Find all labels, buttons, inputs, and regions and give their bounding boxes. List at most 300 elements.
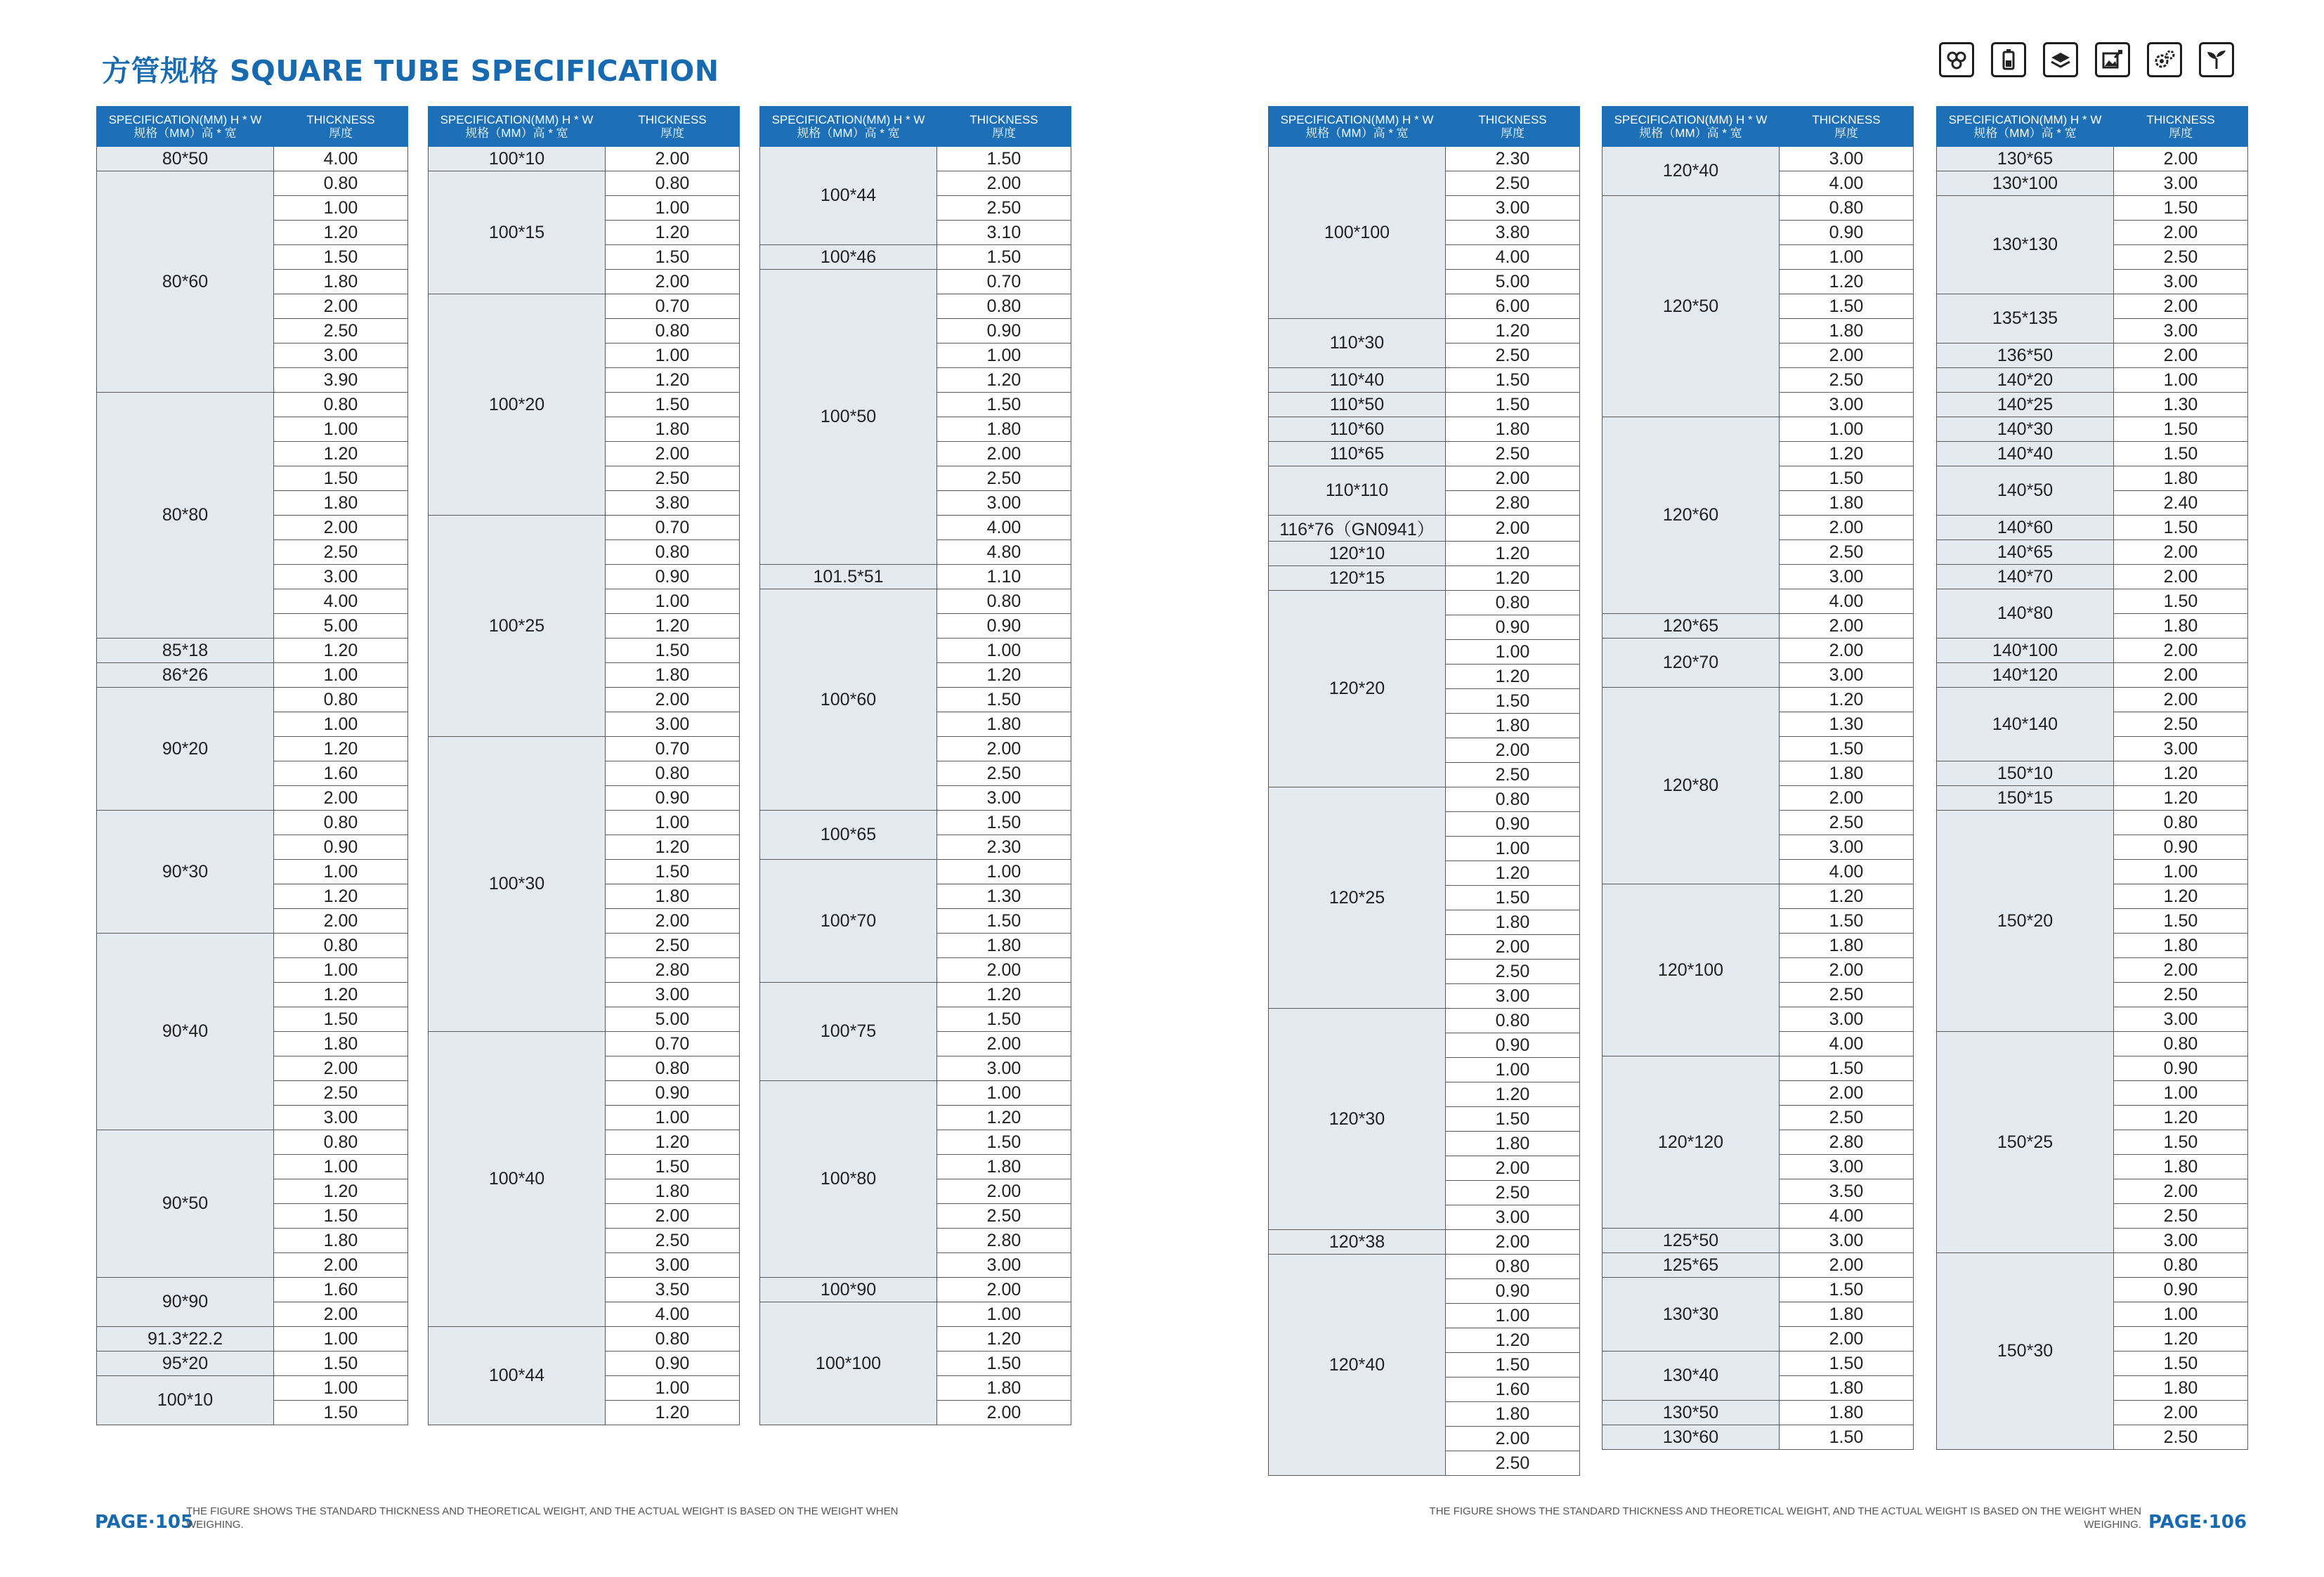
thickness-cell: 2.00: [2114, 663, 2248, 688]
table-row: [1937, 663, 2248, 688]
thickness-cell: 1.80: [937, 934, 1071, 958]
thickness-cell: 2.50: [1446, 442, 1580, 466]
table-row: [1937, 417, 2248, 442]
table-row: [1269, 1230, 1580, 1255]
thickness-cell: 4.00: [1780, 1204, 1914, 1229]
table-row: [429, 171, 740, 196]
table-row: [760, 589, 1071, 614]
table-row: [97, 393, 408, 417]
thickness-cell: 2.00: [2114, 1179, 2248, 1204]
thickness-cell: 0.80: [274, 1130, 408, 1155]
thickness-cell: 1.20: [2114, 1327, 2248, 1352]
thickness-cell: 2.50: [2114, 983, 2248, 1007]
spec-cell: 120*120: [1602, 1056, 1780, 1229]
thickness-cell: 1.00: [2114, 1302, 2248, 1327]
table-row: [1937, 171, 2248, 196]
table-row: [1269, 516, 1580, 542]
thickness-cell: 1.80: [2114, 1376, 2248, 1401]
spec-cell: 100*100: [1269, 147, 1446, 319]
thickness-cell: 2.50: [1446, 343, 1580, 368]
thickness-cell: 1.50: [606, 639, 740, 663]
thickness-cell: 0.80: [1446, 1255, 1580, 1279]
thickness-cell: 1.50: [606, 1155, 740, 1179]
spec-table: [1936, 106, 2248, 1450]
thickness-cell: 0.80: [606, 171, 740, 196]
thickness-cell: 1.80: [1446, 1132, 1580, 1156]
spec-cell: 91.3*22.2: [97, 1327, 274, 1352]
spec-cell: 120*25: [1269, 787, 1446, 1009]
thickness-cell: 1.20: [274, 983, 408, 1007]
table-row: [760, 811, 1071, 835]
thickness-cell: 2.50: [937, 196, 1071, 221]
thickness-cell: 0.90: [1446, 812, 1580, 837]
thickness-cell: 1.00: [274, 196, 408, 221]
thickness-cell: 1.80: [1780, 1401, 1914, 1425]
thickness-cell: 0.80: [2114, 811, 2248, 835]
spec-cell: 120*100: [1602, 884, 1780, 1056]
table-row: [1937, 565, 2248, 589]
thickness-cell: 2.00: [1780, 639, 1914, 663]
thickness-cell: 2.50: [1446, 763, 1580, 787]
thickness-cell: 0.70: [606, 294, 740, 319]
thickness-cell: 2.00: [274, 516, 408, 540]
table-row: [1602, 884, 1914, 909]
thickness-cell: 0.80: [2114, 1253, 2248, 1278]
thickness-cell: 2.00: [606, 688, 740, 712]
thickness-cell: 2.00: [1780, 614, 1914, 639]
spec-cell: 90*50: [97, 1130, 274, 1278]
thickness-cell: 2.00: [1780, 516, 1914, 540]
spec-cell: 120*70: [1602, 639, 1780, 688]
table-row: [1269, 442, 1580, 466]
thickness-cell: 1.80: [937, 417, 1071, 442]
spec-column-header: SPECIFICATION(MM) H * W 规格（MM）高 * 宽: [97, 107, 274, 147]
thickness-cell: 0.90: [1780, 221, 1914, 245]
thickness-cell: 1.00: [274, 1376, 408, 1401]
thickness-cell: 2.50: [1780, 983, 1914, 1007]
spec-cell: 120*50: [1602, 196, 1780, 417]
spec-cell: 140*65: [1937, 540, 2114, 565]
thickness-cell: 5.00: [1446, 270, 1580, 294]
thickness-cell: 1.00: [1780, 417, 1914, 442]
thickness-cell: 2.00: [937, 1401, 1071, 1425]
thickness-cell: 1.00: [937, 343, 1071, 368]
thickness-cell: 0.80: [274, 171, 408, 196]
thickness-cell: 0.90: [937, 614, 1071, 639]
thickness-cell: 3.00: [1780, 147, 1914, 171]
spec-cell: 116*76（GN0941）: [1269, 516, 1446, 542]
thickness-cell: 2.00: [274, 294, 408, 319]
thickness-cell: 1.80: [274, 491, 408, 516]
thickness-cell: 3.00: [1446, 984, 1580, 1009]
thickness-cell: 2.00: [1780, 1253, 1914, 1278]
spec-cell: 150*10: [1937, 761, 2114, 786]
table-row: [1602, 1401, 1914, 1425]
thickness-cell: 1.00: [274, 958, 408, 983]
thickness-cell: 0.90: [2114, 1056, 2248, 1081]
table-row: [429, 294, 740, 319]
table-row: [1602, 1056, 1914, 1081]
thickness-cell: 1.20: [606, 221, 740, 245]
spec-table: [96, 106, 408, 1425]
spec-cell: 80*80: [97, 393, 274, 639]
spec-cell: 140*140: [1937, 688, 2114, 761]
thickness-cell: 1.50: [2114, 909, 2248, 934]
table-row: [1269, 417, 1580, 442]
thickness-cell: 1.50: [937, 147, 1071, 171]
thickness-cell: 2.00: [606, 147, 740, 171]
spec-cell: 130*130: [1937, 196, 2114, 294]
spec-cell: 150*15: [1937, 786, 2114, 811]
thickness-column-header: THICKNESS 厚度: [606, 107, 740, 147]
thickness-cell: 2.00: [2114, 565, 2248, 589]
thickness-cell: 3.00: [937, 1056, 1071, 1081]
thickness-cell: 1.50: [274, 1007, 408, 1032]
thickness-cell: 2.00: [2114, 688, 2248, 712]
thickness-cell: 2.00: [1446, 516, 1580, 542]
thickness-cell: 1.00: [1446, 837, 1580, 861]
spec-cell: 120*38: [1269, 1230, 1446, 1255]
thickness-cell: 1.00: [1446, 1304, 1580, 1328]
footer-note-right: THE FIGURE SHOWS THE STANDARD THICKNESS AND THEORETICAL WEIGHT, AND THE ACTUAL WEIGHT IS BASED ON THE WEIGHT WHEN WEIGHING.: [1429, 1505, 2141, 1531]
thickness-cell: 1.50: [937, 688, 1071, 712]
thickness-cell: 4.00: [1446, 245, 1580, 270]
table-row: [97, 639, 408, 663]
thickness-cell: 1.50: [274, 1204, 408, 1229]
table-row: [760, 565, 1071, 589]
thickness-cell: 0.80: [2114, 1032, 2248, 1056]
plant-sprout-icon: [2199, 42, 2234, 77]
thickness-cell: 2.00: [2114, 294, 2248, 319]
thickness-cell: 2.80: [1780, 1130, 1914, 1155]
thickness-cell: 1.80: [937, 1155, 1071, 1179]
thickness-cell: 2.00: [1446, 1156, 1580, 1181]
table-row: [429, 147, 740, 171]
thickness-cell: 1.50: [2114, 442, 2248, 466]
spec-cell: 100*65: [760, 811, 937, 860]
thickness-cell: 1.50: [2114, 417, 2248, 442]
thickness-cell: 2.50: [606, 466, 740, 491]
thickness-cell: 1.20: [606, 1130, 740, 1155]
table-row: [1937, 393, 2248, 417]
spec-cell: 140*25: [1937, 393, 2114, 417]
gears-icon: [2147, 42, 2182, 77]
spec-cell: 85*18: [97, 639, 274, 663]
thickness-cell: 1.50: [2114, 1352, 2248, 1376]
thickness-cell: 2.00: [606, 442, 740, 466]
spec-cell: 120*15: [1269, 566, 1446, 591]
spec-cell: 140*70: [1937, 565, 2114, 589]
spec-cell: 120*40: [1269, 1255, 1446, 1476]
page-title: [102, 48, 719, 89]
thickness-cell: 1.20: [937, 663, 1071, 688]
thickness-cell: 1.80: [606, 1179, 740, 1204]
table-row: [1937, 761, 2248, 786]
thickness-cell: 1.00: [274, 712, 408, 737]
table-row: [1602, 1278, 1914, 1302]
thickness-cell: 3.00: [1780, 663, 1914, 688]
thickness-cell: 1.20: [274, 1179, 408, 1204]
spec-cell: 100*100: [760, 1302, 937, 1425]
spec-cell: 140*120: [1937, 663, 2114, 688]
thickness-cell: 2.50: [937, 761, 1071, 786]
footer-note-left: THE FIGURE SHOWS THE STANDARD THICKNESS AND THEORETICAL WEIGHT, AND THE ACTUAL WEIGHT IS BASED ON THE WEIGHT WHEN WEIGHING.: [186, 1505, 899, 1531]
thickness-cell: 1.80: [2114, 614, 2248, 639]
thickness-cell: 2.50: [2114, 1204, 2248, 1229]
thickness-cell: 1.50: [937, 1352, 1071, 1376]
table-row: [1937, 442, 2248, 466]
spec-cell: 140*30: [1937, 417, 2114, 442]
thickness-cell: 1.50: [937, 1007, 1071, 1032]
thickness-cell: 1.80: [1780, 934, 1914, 958]
thickness-cell: 3.90: [274, 368, 408, 393]
thickness-cell: 0.90: [2114, 835, 2248, 860]
thickness-cell: 1.20: [937, 368, 1071, 393]
spec-table: [428, 106, 740, 1425]
thickness-cell: 2.00: [1446, 466, 1580, 491]
thickness-cell: 0.80: [1446, 787, 1580, 812]
thickness-cell: 3.00: [2114, 270, 2248, 294]
spec-cell: 135*135: [1937, 294, 2114, 343]
thickness-cell: 1.20: [274, 737, 408, 761]
thickness-cell: 1.50: [274, 466, 408, 491]
spec-column-header: SPECIFICATION(MM) H * W 规格（MM）高 * 宽: [760, 107, 937, 147]
thickness-cell: 1.20: [1446, 566, 1580, 591]
spec-cell: 110*40: [1269, 368, 1446, 393]
thickness-cell: 1.80: [937, 712, 1071, 737]
thickness-cell: 3.80: [606, 491, 740, 516]
table-row: [1937, 294, 2248, 319]
table-row: [1602, 688, 1914, 712]
spec-cell: 100*20: [429, 294, 606, 516]
spec-cell: 150*25: [1937, 1032, 2114, 1253]
thickness-cell: 2.50: [606, 934, 740, 958]
table-row: [429, 516, 740, 540]
thickness-cell: 1.20: [606, 368, 740, 393]
thickness-cell: 2.00: [1780, 343, 1914, 368]
thickness-cell: 1.50: [1780, 909, 1914, 934]
table-row: [1937, 811, 2248, 835]
spec-cell: 140*50: [1937, 466, 2114, 516]
thickness-cell: 2.80: [606, 958, 740, 983]
thickness-cell: 3.00: [1780, 1229, 1914, 1253]
thickness-cell: 0.90: [1446, 1279, 1580, 1304]
thickness-cell: 0.80: [1446, 591, 1580, 615]
thickness-cell: 2.00: [1446, 935, 1580, 960]
spec-cell: 120*30: [1269, 1009, 1446, 1230]
thickness-cell: 0.80: [274, 934, 408, 958]
spec-cell: 120*10: [1269, 542, 1446, 566]
thickness-cell: 0.70: [606, 516, 740, 540]
thickness-cell: 1.20: [1446, 1082, 1580, 1107]
spec-cell: 140*20: [1937, 368, 2114, 393]
spec-cell: 140*80: [1937, 589, 2114, 639]
spec-cell: 130*60: [1602, 1425, 1780, 1450]
table-row: [97, 171, 408, 196]
table-row: [97, 1278, 408, 1302]
thickness-cell: 1.80: [1780, 319, 1914, 343]
thickness-cell: 1.80: [1780, 1302, 1914, 1327]
thickness-cell: 5.00: [606, 1007, 740, 1032]
thickness-cell: 6.00: [1446, 294, 1580, 319]
spec-cell: 120*40: [1602, 147, 1780, 196]
table-row: [1937, 639, 2248, 663]
thickness-cell: 2.00: [1780, 1327, 1914, 1352]
thickness-cell: 1.20: [1780, 884, 1914, 909]
spec-column-header: SPECIFICATION(MM) H * W 规格（MM）高 * 宽: [1937, 107, 2114, 147]
table-row: [1937, 589, 2248, 614]
thickness-cell: 2.00: [2114, 639, 2248, 663]
table-row: [1937, 147, 2248, 171]
table-row: [1937, 368, 2248, 393]
battery-icon: [1991, 42, 2026, 77]
thickness-cell: 3.00: [606, 1253, 740, 1278]
thickness-cell: 3.50: [606, 1278, 740, 1302]
thickness-column-header: THICKNESS 厚度: [1446, 107, 1580, 147]
thickness-cell: 4.00: [1780, 171, 1914, 196]
thickness-cell: 1.60: [1446, 1378, 1580, 1402]
thickness-cell: 1.50: [2114, 1130, 2248, 1155]
thickness-cell: 3.00: [1446, 1205, 1580, 1230]
thickness-cell: 2.00: [274, 1302, 408, 1327]
table-row: [760, 1081, 1071, 1106]
spec-cell: 150*30: [1937, 1253, 2114, 1450]
spec-cell: 120*60: [1602, 417, 1780, 614]
thickness-cell: 2.50: [1780, 368, 1914, 393]
spec-table: [1602, 106, 1914, 1450]
thickness-cell: 2.50: [1780, 540, 1914, 565]
thickness-cell: 1.10: [937, 565, 1071, 589]
thickness-cell: 1.20: [1780, 270, 1914, 294]
thickness-cell: 3.00: [274, 565, 408, 589]
thickness-cell: 1.60: [274, 1278, 408, 1302]
thickness-cell: 0.90: [1446, 615, 1580, 640]
photo-editing-icon: [2095, 42, 2130, 77]
thickness-cell: 3.10: [937, 221, 1071, 245]
spec-cell: 120*65: [1602, 614, 1780, 639]
table-row: [1937, 540, 2248, 565]
thickness-cell: 2.00: [606, 270, 740, 294]
spec-column-header: SPECIFICATION(MM) H * W 规格（MM）高 * 宽: [1269, 107, 1446, 147]
thickness-cell: 2.50: [1446, 1181, 1580, 1205]
thickness-cell: 2.00: [274, 1253, 408, 1278]
thickness-cell: 2.50: [2114, 245, 2248, 270]
thickness-cell: 5.00: [274, 614, 408, 639]
thickness-cell: 0.70: [606, 737, 740, 761]
thickness-cell: 2.00: [1780, 1081, 1914, 1106]
thickness-cell: 1.50: [1780, 1278, 1914, 1302]
table-row: [97, 1130, 408, 1155]
thickness-cell: 2.50: [937, 1204, 1071, 1229]
thickness-cell: 3.50: [1780, 1179, 1914, 1204]
spec-cell: 100*40: [429, 1032, 606, 1327]
table-row: [97, 811, 408, 835]
thickness-cell: 0.80: [606, 1327, 740, 1352]
thickness-cell: 2.00: [1446, 1427, 1580, 1451]
thickness-cell: 1.20: [606, 1401, 740, 1425]
thickness-cell: 2.00: [1446, 738, 1580, 763]
thickness-cell: 1.20: [2114, 884, 2248, 909]
thickness-cell: 2.00: [274, 786, 408, 811]
thickness-cell: 1.20: [1780, 688, 1914, 712]
spec-cell: 110*60: [1269, 417, 1446, 442]
thickness-cell: 1.20: [937, 983, 1071, 1007]
thickness-cell: 0.80: [606, 761, 740, 786]
thickness-cell: 2.00: [1780, 958, 1914, 983]
table-row: [1269, 466, 1580, 491]
thickness-cell: 1.80: [1780, 761, 1914, 786]
thickness-cell: 3.00: [2114, 1229, 2248, 1253]
spec-cell: 86*26: [97, 663, 274, 688]
table-row: [1269, 319, 1580, 343]
spec-cell: 130*100: [1937, 171, 2114, 196]
table-row: [760, 983, 1071, 1007]
table-row: [760, 245, 1071, 270]
table-row: [760, 1278, 1071, 1302]
thickness-cell: 2.00: [1446, 1230, 1580, 1255]
thickness-cell: 1.20: [2114, 786, 2248, 811]
thickness-cell: 0.80: [274, 688, 408, 712]
thickness-cell: 1.50: [606, 860, 740, 884]
thickness-cell: 1.50: [1446, 393, 1580, 417]
thickness-cell: 1.20: [606, 614, 740, 639]
thickness-column-header: THICKNESS 厚度: [274, 107, 408, 147]
thickness-cell: 1.00: [274, 1327, 408, 1352]
thickness-cell: 2.00: [2114, 958, 2248, 983]
thickness-cell: 1.00: [274, 860, 408, 884]
molecule-icon: [1939, 42, 1974, 77]
thickness-cell: 1.50: [1446, 886, 1580, 910]
table-row: [97, 934, 408, 958]
spec-cell: 130*65: [1937, 147, 2114, 171]
spec-cell: 80*60: [97, 171, 274, 393]
spec-cell: 110*65: [1269, 442, 1446, 466]
thickness-cell: 1.20: [1446, 319, 1580, 343]
table-row: [97, 1352, 408, 1376]
table-row: [1937, 1032, 2248, 1056]
thickness-cell: 3.00: [2114, 737, 2248, 761]
thickness-cell: 1.00: [606, 196, 740, 221]
thickness-cell: 1.50: [937, 245, 1071, 270]
thickness-cell: 3.00: [937, 491, 1071, 516]
spec-cell: 100*15: [429, 171, 606, 294]
thickness-cell: 1.50: [1780, 1352, 1914, 1376]
thickness-cell: 0.90: [606, 1081, 740, 1106]
spec-cell: 100*30: [429, 737, 606, 1032]
thickness-cell: 1.00: [1446, 640, 1580, 665]
spec-cell: 110*110: [1269, 466, 1446, 516]
thickness-cell: 2.50: [274, 540, 408, 565]
spec-cell: 100*90: [760, 1278, 937, 1302]
thickness-cell: 1.80: [606, 663, 740, 688]
table-row: [1602, 417, 1914, 442]
thickness-cell: 1.80: [1446, 417, 1580, 442]
spec-cell: 100*44: [429, 1327, 606, 1425]
page-number-right: PAGE·106: [2148, 1512, 2247, 1533]
table-row: [1602, 147, 1914, 171]
thickness-cell: 1.80: [2114, 466, 2248, 491]
table-row: [1937, 466, 2248, 491]
thickness-cell: 2.00: [2114, 343, 2248, 368]
thickness-cell: 1.30: [937, 884, 1071, 909]
thickness-cell: 1.20: [1446, 1328, 1580, 1353]
spec-cell: 130*40: [1602, 1352, 1780, 1401]
thickness-cell: 1.00: [274, 663, 408, 688]
thickness-cell: 1.80: [274, 1032, 408, 1056]
thickness-cell: 1.50: [937, 909, 1071, 934]
thickness-cell: 2.00: [937, 1179, 1071, 1204]
table-row: [1269, 1255, 1580, 1279]
